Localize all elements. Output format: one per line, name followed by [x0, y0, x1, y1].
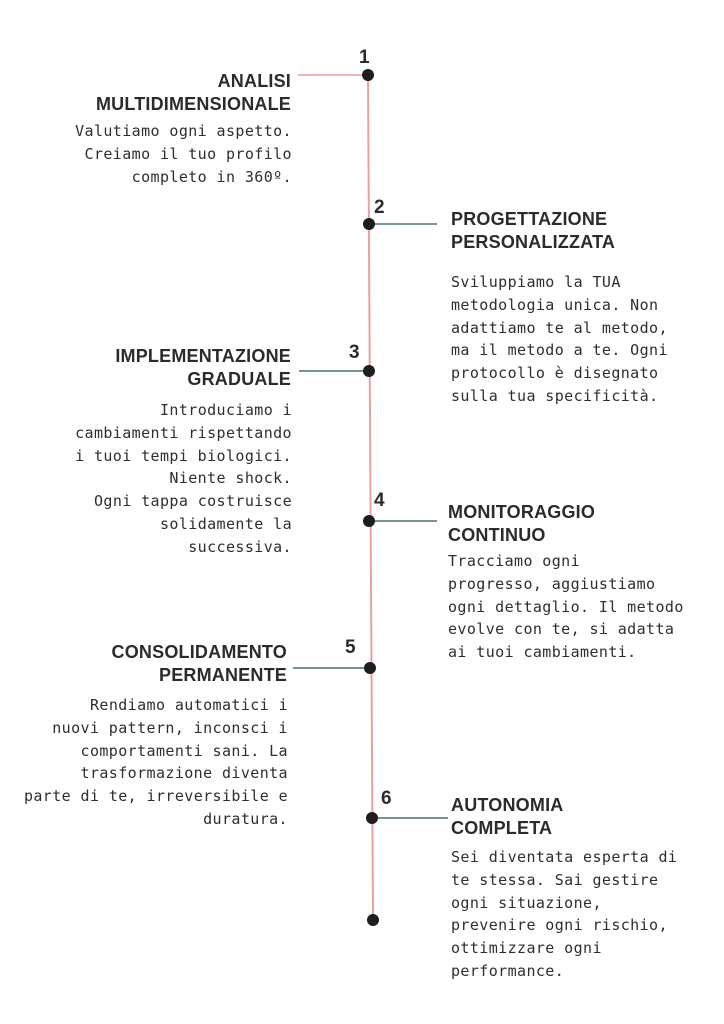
step-body-1-line-1: Valutiamo ogni aspetto. [75, 122, 292, 140]
step-title-2-line-1: PROGETTAZIONE [451, 209, 608, 229]
step-body-5-line-1: Rendiamo automatici i [89, 696, 288, 714]
step-title-3 [115, 345, 291, 391]
step-title-4 [448, 501, 595, 547]
step-body-6-line-6: performance. [451, 961, 565, 980]
dot-step-2 [363, 218, 375, 230]
step-title-2 [451, 208, 615, 254]
step-title-1-line-1: ANALISI [217, 71, 291, 91]
step-body-3-line-1: Introduciamo i [159, 401, 292, 419]
step-body-6-line-5: ottimizzare ogni [451, 939, 602, 958]
step-number-2: 2 [374, 197, 385, 218]
step-body-4 [448, 550, 684, 664]
dot-step-6 [366, 812, 378, 824]
step-body-2-line-1: Sviluppiamo la TUA [451, 273, 621, 291]
step-body-6-line-1: Sei diventata esperta di [451, 848, 678, 866]
step-number-5: 5 [345, 637, 356, 658]
step-title-3-line-2: GRADUALE [187, 369, 291, 389]
step-title-2-line-2: PERSONALIZZATA [451, 232, 616, 252]
step-title-5-line-1: CONSOLIDAMENTO [111, 642, 287, 662]
step-body-4-line-5: ai tuoi cambiamenti. [448, 643, 637, 662]
step-body-6 [451, 846, 677, 983]
step-body-3-line-4: Niente shock. [169, 469, 292, 488]
dot-step-3 [363, 365, 375, 377]
step-body-2 [451, 271, 668, 408]
step-body-2-line-6: sulla tua specificità. [451, 386, 659, 405]
step-title-6 [451, 794, 563, 840]
step-body-5-line-4: trasformazione diventa [80, 764, 288, 783]
step-body-4-line-2: progresso, aggiustiamo [448, 574, 656, 593]
step-title-4-line-1: MONITORAGGIO [448, 502, 596, 522]
dot-end [367, 914, 379, 926]
step-body-4-line-1: Tracciamo ogni [448, 552, 581, 570]
step-body-5-line-2: nuovi pattern, inconsci i [52, 718, 288, 737]
step-body-3-line-5: Ogni tappa costruisce [93, 492, 292, 511]
timeline-spine [368, 75, 373, 920]
step-body-2-line-2: metodologia unica. Non [451, 295, 659, 314]
step-body-6-line-2: te stessa. Sai gestire [451, 870, 659, 889]
step-body-3-line-7: successiva. [188, 537, 292, 556]
step-number-4: 4 [374, 490, 385, 511]
step-title-4-line-2: CONTINUO [448, 525, 546, 545]
step-title-6-line-1: AUTONOMIA [451, 795, 564, 815]
step-body-2-line-4: ma il metodo a te. Ogni [451, 341, 668, 360]
step-body-3-line-3: i tuoi tempi biologici. [75, 446, 292, 465]
step-number-1: 1 [359, 47, 370, 68]
step-body-2-line-5: protocollo è disegnato [451, 364, 659, 383]
step-number-3: 3 [349, 342, 360, 363]
step-body-4-line-4: evolve con te, si adatta [448, 620, 675, 639]
step-title-3-line-1: IMPLEMENTAZIONE [115, 346, 291, 366]
step-title-6-line-2: COMPLETA [451, 818, 553, 838]
step-body-1-line-3: completo in 360º. [131, 167, 292, 186]
step-body-4-line-3: ogni dettaglio. Il metodo [448, 597, 684, 616]
dot-step-1 [362, 69, 374, 81]
step-title-1 [96, 70, 291, 116]
step-body-3-line-2: cambiamenti rispettando [75, 423, 292, 442]
step-body-5-line-5: parte di te, irreversibile e [23, 787, 288, 806]
step-number-6: 6 [381, 788, 392, 809]
step-body-5-line-3: comportamenti sani. La [80, 741, 288, 760]
step-title-5 [112, 641, 287, 687]
dot-step-5 [364, 662, 376, 674]
step-body-3 [75, 399, 292, 559]
step-body-5-line-6: duratura. [203, 809, 288, 828]
step-body-6-line-4: prevenire ogni rischio, [451, 916, 668, 935]
step-body-6-line-3: ogni situazione, [451, 893, 602, 912]
dot-step-4 [363, 515, 375, 527]
step-body-1 [75, 120, 292, 188]
step-title-1-line-2: MULTIDIMENSIONALE [95, 94, 291, 114]
step-title-5-line-2: PERMANENTE [158, 665, 287, 685]
step-body-1-line-2: Creiamo il tuo profilo [84, 144, 292, 163]
step-body-5 [24, 694, 288, 831]
step-body-3-line-6: solidamente la [159, 514, 292, 533]
step-body-2-line-3: adattiamo te al metodo, [451, 318, 668, 337]
